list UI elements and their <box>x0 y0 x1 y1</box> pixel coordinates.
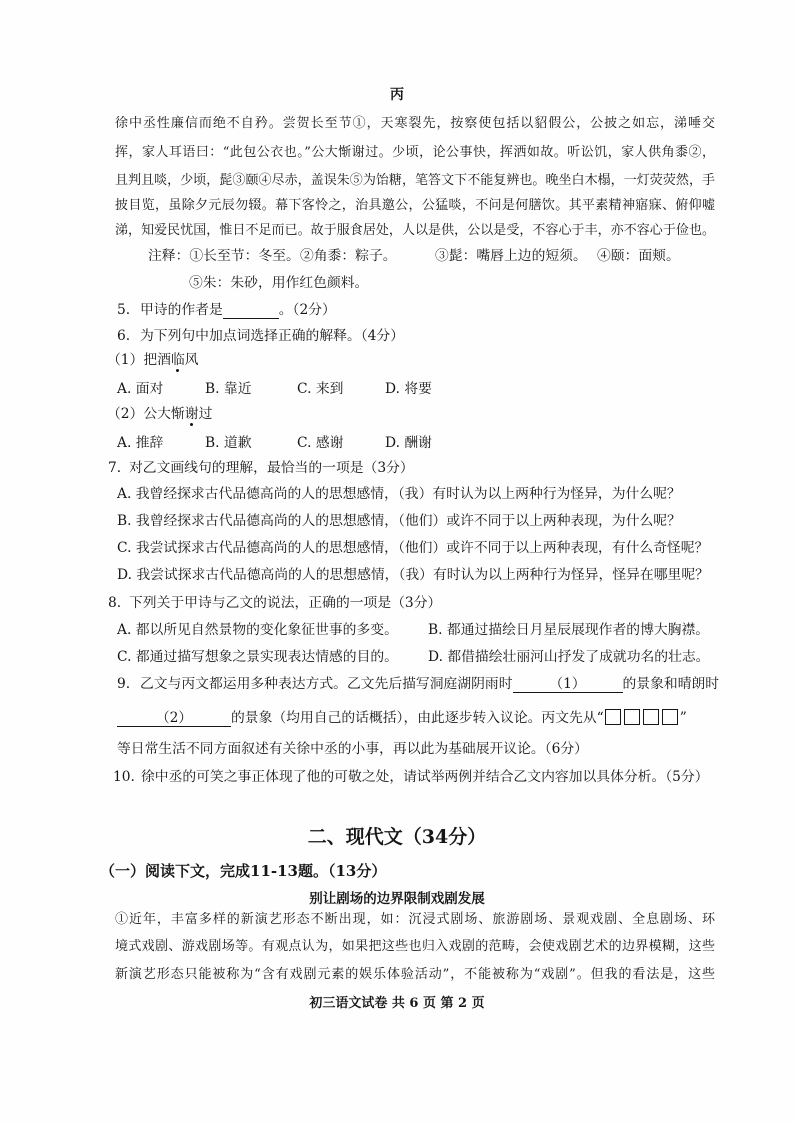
note-item: ①长至节：冬至。 <box>189 248 300 264</box>
question-text: 的景象和晴朗时 <box>622 676 720 692</box>
passage-line: 涕，知爱民忧国，惟日不足而已。故于服食居处，人以是供，公以是受，不容心于丰，亦不容心于俭也。 <box>115 223 715 238</box>
question-9-line-1 <box>117 675 719 693</box>
option-a: A. 推辞 <box>117 435 164 451</box>
dotted-word: 临 <box>170 352 185 368</box>
question-number: 10. <box>113 769 135 785</box>
option-d: D. 将要 <box>385 381 432 397</box>
option-a: A. 我曾经探求古代品德高尚的人的思想感情，（我）有时认为以上两种行为怪异，为什么呢？ <box>117 486 681 502</box>
answer-box <box>605 709 621 725</box>
passage-line: 挥，家人耳语曰：“此包公衣也。”公大惭谢过。少顷，论公事快，挥洒如故。听讼饥，家人供角黍②， <box>115 145 715 160</box>
notes-first <box>148 247 300 265</box>
article-title: 别让剧场的边界限制戏剧发展 <box>309 891 485 907</box>
dotted-word: 谢 <box>184 406 199 422</box>
question-number: 6. <box>117 328 131 344</box>
article-line: ①近年，丰富多样的新演艺形态不断出现，如：沉浸式剧场、旅游剧场、景观戏剧、全息剧场、环 <box>115 912 715 927</box>
option-b: B. 靠近 <box>205 381 252 397</box>
notes-label: 注释： <box>148 248 190 264</box>
answer-box <box>662 709 678 725</box>
question-text: 下列关于甲诗与乙文的说法，正确的一项是（3分） <box>129 595 442 611</box>
question-number: 7. <box>108 460 122 476</box>
option-b: B. 道歉 <box>205 435 252 451</box>
quote-open: “ <box>596 710 604 726</box>
passage-line: 披目览，虽除夕元辰勿辍。幕下客怜之，治具邀公，公猛啖，不问是何膳饮。其平素精神寤寐、俯仰嘘 <box>115 198 715 213</box>
passage-line: 徐中丞性廉信而绝不自矜。尝贺长至节①，天寒裂先，按察使包括以貂假公，公披之如忘，涕唾交 <box>115 116 715 131</box>
option-c: C. 我尝试探求古代品德高尚的人的思想感情，（他们）或许不同于以上两种表现，有什么奇怪呢？ <box>117 540 709 556</box>
page-footer: 初三语文试卷 共 6 页 第 2 页 <box>309 996 485 1011</box>
item-text-after: 过 <box>198 406 213 422</box>
answer-box <box>643 709 659 725</box>
quote-close: ” <box>679 710 687 726</box>
question-9-line-2 <box>117 709 687 727</box>
question-text: 徐中丞的可笑之事正体现了他的可敬之处，请试举两例并结合乙文内容加以具体分析。（5分） <box>141 769 709 785</box>
question-5 <box>117 301 336 319</box>
article-line: 新演艺形态只能被称为“含有戏剧元素的娱乐体验活动”，不能被称为“戏剧”。但我的看法是，这些 <box>115 967 715 982</box>
answer-blank-1: （1） <box>513 675 623 693</box>
question-9-line-3: 等日常生活不同方面叙述有关徐中丞的小事，再以此为基础展开议论。（6分） <box>117 741 588 757</box>
option-b: B. 都通过描绘日月星辰展现作者的博大胸襟。 <box>428 622 710 638</box>
question-text: 对乙文画线句的理解，最恰当的一项是（3分） <box>129 460 414 476</box>
item-text-before: 公大惭 <box>143 406 185 422</box>
section-title: 二、现代文（34分） <box>307 826 487 848</box>
question-10 <box>113 768 709 786</box>
question-text: 为下列句中加点词选择正确的解释。（4分） <box>140 328 405 344</box>
note-item: ⑤朱：朱砂，用作红色颜料。 <box>189 275 369 291</box>
question-text: 甲诗的作者是 <box>140 302 223 318</box>
option-a: A. 面对 <box>117 381 164 397</box>
item-text-before: 把酒 <box>143 352 171 368</box>
option-b: B. 我曾经探求古代品德高尚的人的思想感情，（他们）或许不同于以上两种表现，为什么呢？ <box>117 513 681 529</box>
option-d: D. 我尝试探求古代品德高尚的人的思想感情，（我）有时认为以上两种行为怪异，怪异在哪里呢？ <box>117 567 709 583</box>
option-d: D. 都借描绘壮丽河山抒发了成就功名的壮志。 <box>428 649 710 665</box>
option-c: C. 都通过描写想象之景实现表达情感的目的。 <box>117 649 398 665</box>
note-item: ④颐：面颊。 <box>597 248 680 264</box>
item-label: （2） <box>107 406 144 422</box>
question-6 <box>117 327 404 345</box>
question-number: 8. <box>108 595 122 611</box>
passage-line: 且判且啖，少顷，髭③颐④尽赤，盖误朱⑤为饴糖，笔答文下不能复辨也。晚坐白木榻，一灯荧荧然，手 <box>115 173 715 188</box>
question-6-item-1 <box>107 351 199 369</box>
part-title: （一）阅读下文，完成11-13题。（13分） <box>100 862 387 880</box>
option-c: C. 来到 <box>297 381 344 397</box>
answer-blank <box>223 301 279 319</box>
question-6-item-2 <box>107 405 212 423</box>
question-8 <box>108 594 441 612</box>
answer-blank-2: （2） <box>117 709 231 727</box>
question-7 <box>108 459 414 477</box>
question-text: 的景象（均用自己的话概括），由此逐步转入议论。丙文先从 <box>231 710 597 726</box>
answer-box <box>624 709 640 725</box>
question-number: 9. <box>117 676 131 692</box>
article-line: 境式戏剧、游戏剧场等。有观点认为，如果把这些也归入戏剧的范畴，会使戏剧艺术的边界模糊，这些 <box>115 939 715 954</box>
option-d: D. 酬谢 <box>385 435 432 451</box>
option-a: A. 都以所见自然景物的变化象征世事的多变。 <box>117 622 398 638</box>
question-suffix: 。（2分） <box>278 302 336 318</box>
note-item: ②角黍：粽子。 <box>300 248 397 264</box>
note-item: ③髭：嘴唇上边的短须。 <box>435 248 587 264</box>
question-number: 5. <box>117 302 131 318</box>
item-text-after: 风 <box>184 352 199 368</box>
item-label: （1） <box>107 352 144 368</box>
passage-label: 丙 <box>390 87 404 103</box>
option-c: C. 感谢 <box>297 435 344 451</box>
question-text: 乙文与丙文都运用多种表达方式。乙文先后描写洞庭湖阴雨时 <box>140 676 513 692</box>
